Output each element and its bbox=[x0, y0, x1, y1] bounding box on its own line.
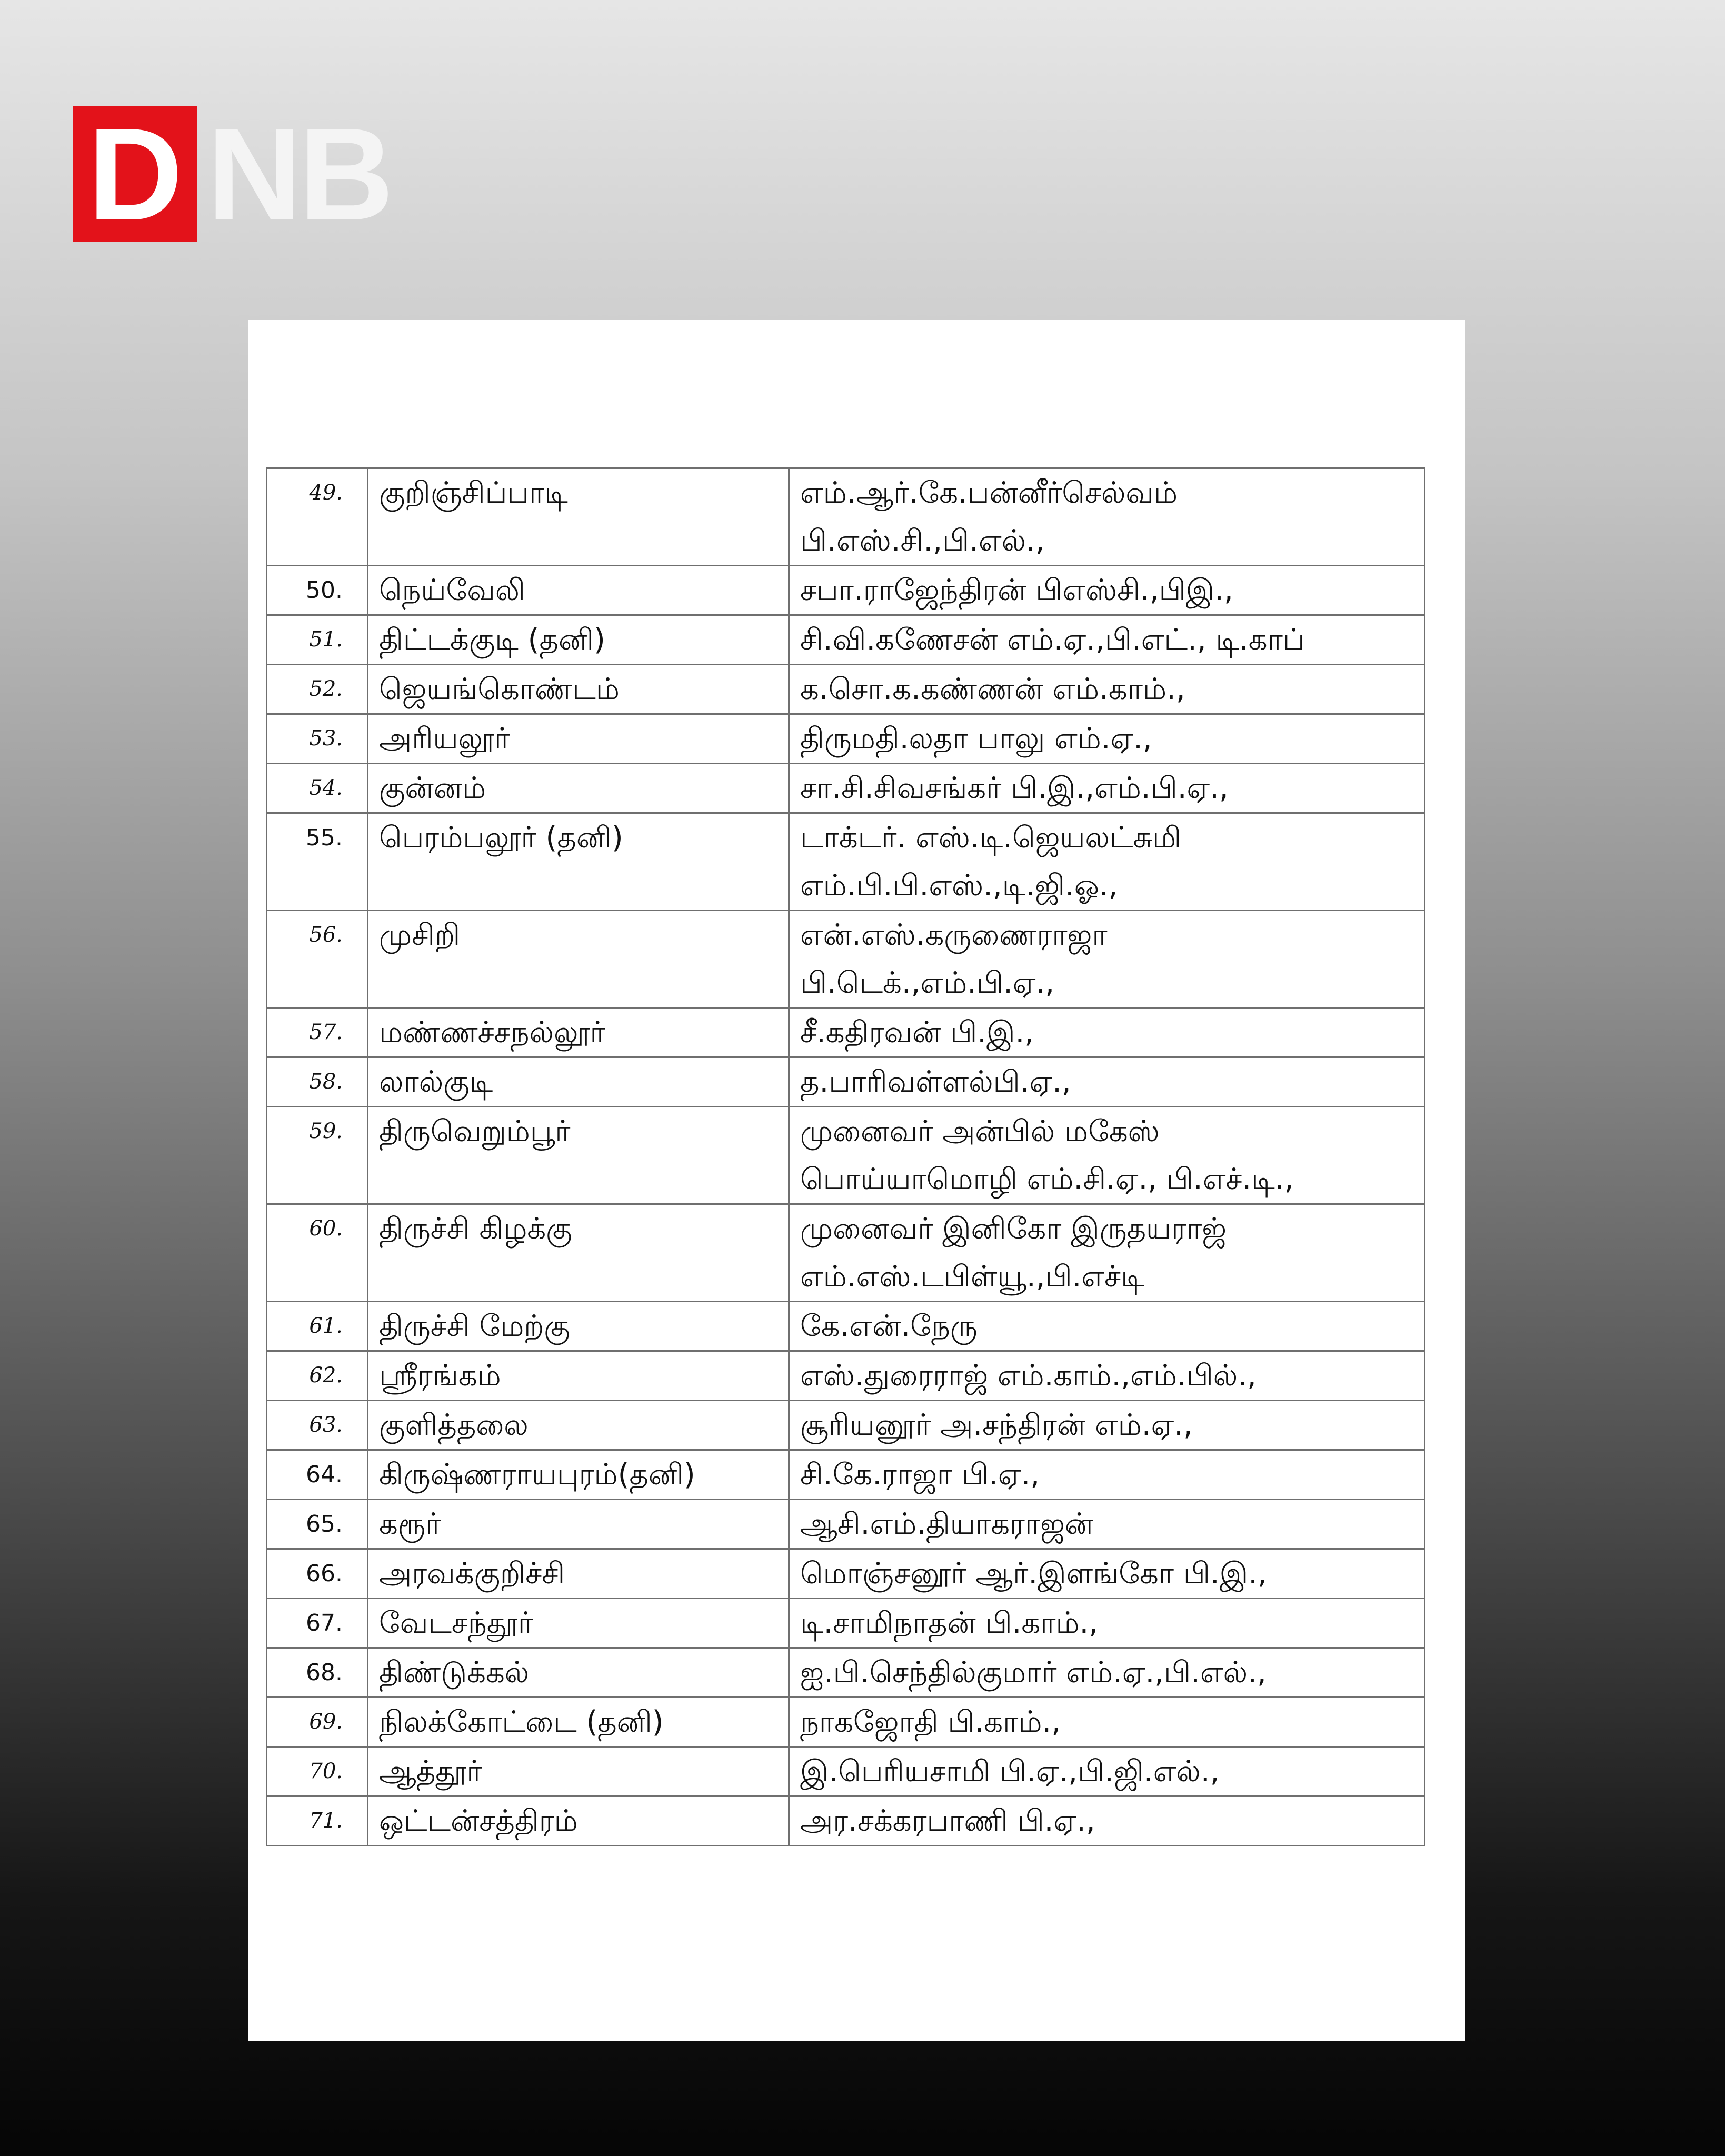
table-row bbox=[267, 1599, 1425, 1648]
constituency-name: நிலக்கோட்டை (தனி) bbox=[368, 1698, 789, 1747]
table-row bbox=[267, 1648, 1425, 1698]
table-row bbox=[267, 1450, 1425, 1500]
candidate-details bbox=[789, 911, 1425, 1008]
serial-number: 51. bbox=[267, 615, 368, 665]
serial-number: 60. bbox=[267, 1204, 368, 1302]
constituency-name: திருச்சி மேற்கு bbox=[368, 1302, 789, 1351]
table-row bbox=[267, 911, 1425, 1008]
constituency-name: ஸ்ரீரங்கம் bbox=[368, 1351, 789, 1401]
candidate-line: சி.வி.கணேசன் எம்.ஏ.,பி.எட்., டி.காப் bbox=[800, 623, 1305, 657]
candidate-line: முனைவர் இனிகோ இருதயராஜ் bbox=[800, 1212, 1227, 1246]
candidate-details bbox=[789, 615, 1425, 665]
candidate-details bbox=[789, 1351, 1425, 1401]
table-row bbox=[267, 714, 1425, 764]
constituency-name: ஜெயங்கொண்டம் bbox=[368, 665, 789, 714]
table-row bbox=[267, 468, 1425, 566]
candidate-line: எம்.பி.பி.எஸ்.,டி.ஜி.ஓ., bbox=[800, 869, 1118, 903]
serial-number: 57. bbox=[267, 1008, 368, 1057]
candidate-details bbox=[789, 665, 1425, 714]
constituency-name: அரவக்குறிச்சி bbox=[368, 1549, 789, 1599]
candidate-line: சி.கே.ராஜா பி.ஏ., bbox=[800, 1458, 1040, 1492]
table-row bbox=[267, 764, 1425, 813]
candidate-line: எம்.எஸ்.டபிள்யூ.,பி.எச்டி bbox=[800, 1260, 1144, 1294]
candidate-details bbox=[789, 1204, 1425, 1302]
serial-number: 54. bbox=[267, 764, 368, 813]
table-row bbox=[267, 566, 1425, 615]
table-row bbox=[267, 1698, 1425, 1747]
constituency-name: திருவெறும்பூர் bbox=[368, 1107, 789, 1204]
constituency-name: திட்டக்குடி (தனி) bbox=[368, 615, 789, 665]
candidate-line: முனைவர் அன்பில் மகேஸ் bbox=[800, 1114, 1160, 1149]
logo-nb-text: NB bbox=[207, 101, 391, 247]
serial-number: 52. bbox=[267, 665, 368, 714]
table-row bbox=[267, 1204, 1425, 1302]
candidate-line: நாகஜோதி பி.காம்., bbox=[800, 1705, 1061, 1739]
table-row bbox=[267, 1008, 1425, 1057]
constituency-name: ஒட்டன்சத்திரம் bbox=[368, 1796, 789, 1846]
dnb-logo bbox=[73, 101, 391, 247]
candidate-line: எம்.ஆர்.கே.பன்னீர்செல்வம் bbox=[800, 476, 1178, 510]
constituency-name: குளித்தலை bbox=[368, 1401, 789, 1450]
candidate-details bbox=[789, 566, 1425, 615]
candidate-details bbox=[789, 1500, 1425, 1549]
candidate-details bbox=[789, 1008, 1425, 1057]
serial-number: 70. bbox=[267, 1747, 368, 1796]
candidate-line: அர.சக்கரபாணி பி.ஏ., bbox=[800, 1804, 1095, 1838]
document-page bbox=[248, 320, 1465, 2041]
constituency-name: லால்குடி bbox=[368, 1057, 789, 1107]
serial-number: 66. bbox=[267, 1549, 368, 1599]
candidate-line: எஸ்.துரைராஜ் எம்.காம்.,எம்.பில்., bbox=[800, 1359, 1257, 1393]
table-row bbox=[267, 1107, 1425, 1204]
candidate-details bbox=[789, 1107, 1425, 1204]
table-row bbox=[267, 1057, 1425, 1107]
table-row bbox=[267, 615, 1425, 665]
serial-number: 65. bbox=[267, 1500, 368, 1549]
constituency-name: ஆத்தூர் bbox=[368, 1747, 789, 1796]
serial-number: 69. bbox=[267, 1698, 368, 1747]
serial-number: 58. bbox=[267, 1057, 368, 1107]
table-row bbox=[267, 1796, 1425, 1846]
candidate-line: ஆசி.எம்.தியாகராஜன் bbox=[800, 1507, 1094, 1541]
candidate-line: பி.எஸ்.சி.,பி.எல்., bbox=[800, 524, 1045, 558]
constituency-name: திருச்சி கிழக்கு bbox=[368, 1204, 789, 1302]
constituency-name: பெரம்பலூர் (தனி) bbox=[368, 813, 789, 911]
candidate-line: இ.பெரியசாமி பி.ஏ.,பி.ஜி.எல்., bbox=[800, 1754, 1220, 1789]
candidate-line: சீ.கதிரவன் பி.இ., bbox=[800, 1015, 1034, 1050]
constituency-name: கிருஷ்ணராயபுரம்(தனி) bbox=[368, 1450, 789, 1500]
table-row bbox=[267, 1549, 1425, 1599]
serial-number: 55. bbox=[267, 813, 368, 911]
constituency-name: கரூர் bbox=[368, 1500, 789, 1549]
candidate-details bbox=[789, 1599, 1425, 1648]
serial-number: 50. bbox=[267, 566, 368, 615]
candidate-table bbox=[266, 467, 1425, 1846]
logo-d-block: D bbox=[73, 106, 197, 242]
serial-number: 68. bbox=[267, 1648, 368, 1698]
candidate-details bbox=[789, 1401, 1425, 1450]
serial-number: 53. bbox=[267, 714, 368, 764]
candidate-line: என்.எஸ்.கருணைராஜா bbox=[800, 918, 1108, 952]
candidate-line: டி.சாமிநாதன் பி.காம்., bbox=[800, 1606, 1099, 1640]
candidate-details bbox=[789, 1796, 1425, 1846]
constituency-name: திண்டுக்கல் bbox=[368, 1648, 789, 1698]
candidate-line: சபா.ராஜேந்திரன் பிஎஸ்சி.,பிஇ., bbox=[800, 573, 1233, 607]
candidate-line: சா.சி.சிவசங்கர் பி.இ.,எம்.பி.ஏ., bbox=[800, 771, 1229, 805]
candidate-line: டாக்டர். எஸ்.டி.ஜெயலட்சுமி bbox=[800, 821, 1182, 855]
candidate-line: சூரியனூர் அ.சந்திரன் எம்.ஏ., bbox=[800, 1408, 1193, 1442]
serial-number: 59. bbox=[267, 1107, 368, 1204]
serial-number: 56. bbox=[267, 911, 368, 1008]
candidate-line: கே.என்.நேரு bbox=[800, 1309, 978, 1343]
table-row bbox=[267, 1302, 1425, 1351]
candidate-line: திருமதி.லதா பாலு எம்.ஏ., bbox=[800, 722, 1152, 756]
table-row bbox=[267, 1747, 1425, 1796]
constituency-name: வேடசந்தூர் bbox=[368, 1599, 789, 1648]
candidate-line: ஐ.பி.செந்தில்குமார் எம்.ஏ.,பி.எல்., bbox=[800, 1655, 1267, 1690]
serial-number: 71. bbox=[267, 1796, 368, 1846]
candidate-details bbox=[789, 1450, 1425, 1500]
constituency-name: நெய்வேலி bbox=[368, 566, 789, 615]
serial-number: 49. bbox=[267, 468, 368, 566]
candidate-details bbox=[789, 1057, 1425, 1107]
candidate-line: பொய்யாமொழி எம்.சி.ஏ., பி.எச்.டி., bbox=[800, 1162, 1294, 1196]
candidate-details bbox=[789, 1698, 1425, 1747]
serial-number: 63. bbox=[267, 1401, 368, 1450]
candidate-details bbox=[789, 764, 1425, 813]
serial-number: 67. bbox=[267, 1599, 368, 1648]
table-row bbox=[267, 1401, 1425, 1450]
candidate-details bbox=[789, 1747, 1425, 1796]
constituency-name: முசிறி bbox=[368, 911, 789, 1008]
table-row bbox=[267, 1351, 1425, 1401]
candidate-line: த.பாரிவள்ளல்பி.ஏ., bbox=[800, 1065, 1071, 1099]
candidate-details bbox=[789, 1549, 1425, 1599]
candidate-details bbox=[789, 813, 1425, 911]
candidate-line: மொஞ்சனூர் ஆர்.இளங்கோ பி.இ., bbox=[800, 1556, 1267, 1591]
serial-number: 61. bbox=[267, 1302, 368, 1351]
candidate-details bbox=[789, 1302, 1425, 1351]
serial-number: 62. bbox=[267, 1351, 368, 1401]
table-row bbox=[267, 813, 1425, 911]
constituency-name: குன்னம் bbox=[368, 764, 789, 813]
candidate-line: க.சொ.க.கண்ணன் எம்.காம்., bbox=[800, 672, 1185, 706]
serial-number: 64. bbox=[267, 1450, 368, 1500]
constituency-name: குறிஞ்சிப்பாடி bbox=[368, 468, 789, 566]
table-row bbox=[267, 665, 1425, 714]
candidate-details bbox=[789, 468, 1425, 566]
candidate-details bbox=[789, 714, 1425, 764]
constituency-name: மண்ணச்சநல்லூர் bbox=[368, 1008, 789, 1057]
candidate-line: பி.டெக்.,எம்.பி.ஏ., bbox=[800, 966, 1055, 1000]
constituency-name: அரியலூர் bbox=[368, 714, 789, 764]
table-row bbox=[267, 1500, 1425, 1549]
candidate-details bbox=[789, 1648, 1425, 1698]
